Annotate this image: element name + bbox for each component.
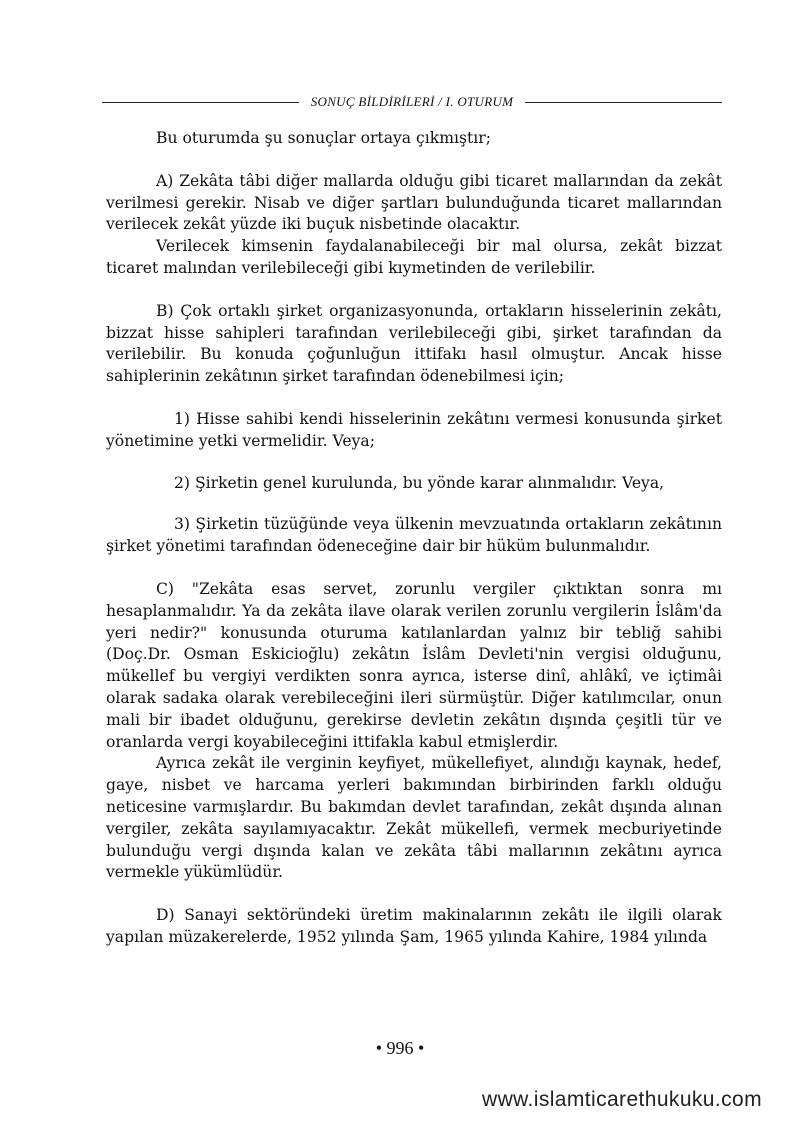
section-d-paragraph-1: D) Sanayi sektöründeki üretim makinalarının zekâtı ile ilgili olarak yapılan müzakerelerde, 1952 yılında Şam, 1965 yılında Kahire, 1984 yılında: [106, 906, 722, 946]
running-header: [102, 92, 722, 112]
intro-paragraph: Bu oturumda şu sonuçlar ortaya çıkmıştır;: [156, 129, 491, 147]
section-a-paragraph-1: A) Zekâta tâbi diğer mallarda olduğu gibi ticaret mallarından da zekât verilmesi gerekir. Nisab ve diğer şartları bulunduğunda ticaret mallarından verilecek zekât yüzde iki buçuk nisbetinde olacaktır.: [106, 171, 722, 234]
header-rule-left: [102, 102, 299, 103]
watermark-url: www.islamticarethukuku.com: [482, 1088, 762, 1111]
section-c-paragraph-2: Ayrıca zekât ile verginin keyfiyet, mükellefiyet, alındığı kaynak, hedef, gaye, nisbet ve harcama yerleri bakımından birbirinden farklı olduğu neticesine varmışlardır. Bu bakımdan devlet tarafından, zekât dışında alınan vergiler, zekâta sayılamıyacaktır. Zekât mükellefi, vermek mecburiyetinde bulunduğu vergi dışında kalan ve zekâta tâbi mallarının zekâtını ayrıca vermekle yükümlüdür.: [106, 754, 722, 882]
section-b-item-3: 3) Şirketin tüzüğünde veya ülkenin mevzuatında ortakların zekâtının şirket yönetimi tarafından ödeneceğine dair bir hüküm bulunmalıdır.: [106, 515, 722, 556]
header-rule-right: [525, 102, 722, 103]
section-b-paragraph-1: B) Çok ortaklı şirket organizasyonunda, ortakların hisselerinin zekâtı, bizzat hisse sahipleri tarafından verilebileceği gibi, şirket tarafından da verilebilir. Bu konuda çoğunluğun ittifakı hasıl olmuştur. Ancak hisse sahiplerinin zekâtının şirket tarafından ödenebilmesi için;: [106, 301, 722, 386]
document-body: [106, 128, 722, 949]
section-c-paragraph-1: C) "Zekâta esas servet, zorunlu vergiler çıktıktan sonra mı hesaplanmalıdır. Ya da zekâta ilave olarak verilen zorunlu vergilerin İslâm'da yeri nedir?" konusunda oturuma katılanlardan yalnız bir tebliğ sahibi (Doç.Dr. Osman Eskicioğlu) zekâtın İslâm Devleti'nin vergisi olduğunu, mükellef bu vergiyi verdikten sonra ayrıca, isterse dinî, ahlâkî, ve içtimâi olarak sadaka olarak verebileceğini ileri sürmüştür. Diğer katılımcılar, onun mali bir ibadet olduğunu, gerekirse devletin zekâtın dışında çeşitli tür ve oranlarda vergi koyabileceğini ittifakla kabul etmişlerdir.: [106, 579, 722, 751]
section-b-item-1: 1) Hisse sahibi kendi hisselerinin zekâtını vermesi konusunda şirket yönetimine yetki vermelidir. Veya;: [106, 409, 722, 450]
header-title: SONUÇ BİLDİRİLERİ / I. OTURUM: [310, 94, 514, 109]
page-number: • 996 •: [375, 1038, 425, 1058]
section-b-item-2: 2) Şirketin genel kurulunda, bu yönde karar alınmalıdır. Veya,: [174, 473, 665, 492]
section-a-paragraph-2: Verilecek kimsenin faydalanabileceği bir mal olursa, zekât bizzat ticaret malından verilebileceği gibi kıymetinden de verilebilir.: [106, 237, 722, 277]
